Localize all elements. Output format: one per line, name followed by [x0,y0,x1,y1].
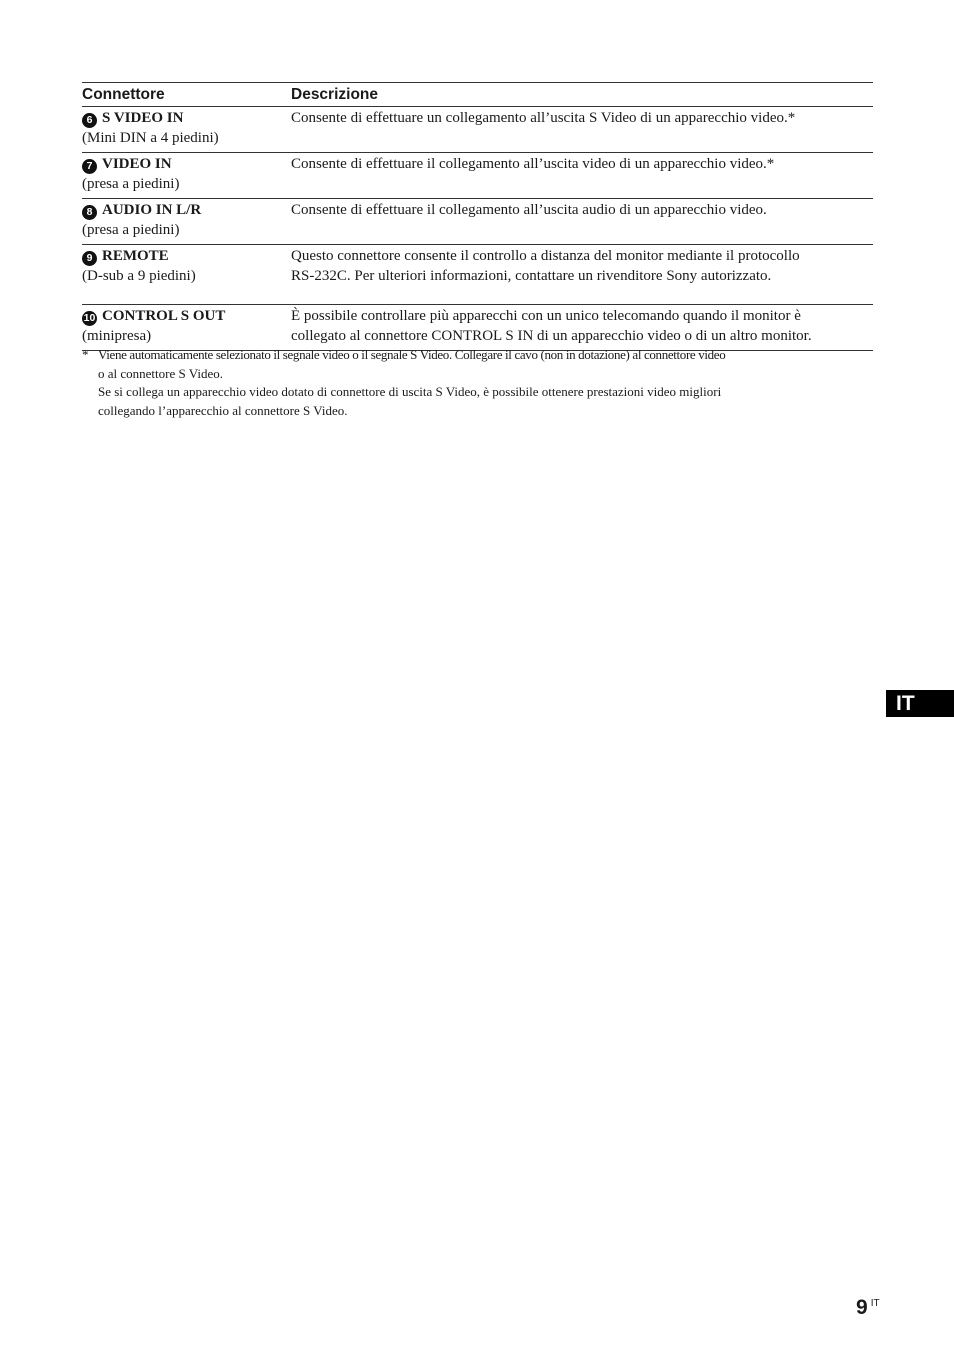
connector-type: (presa a piedini) [82,222,180,238]
connector-type: (minipresa) [82,328,152,344]
connector-type: (D-sub a 9 piedini) [82,268,196,284]
connector-description-line: RS-232C. Per ulteriori informazioni, contattare un rivenditore Sony autorizzato. [291,268,772,284]
number-badge: 8 [82,205,97,220]
footnote-line: collegando l’apparecchio al connettore S Video. [98,402,348,418]
number-badge: 7 [82,159,97,174]
connector-name: S VIDEO IN [102,110,184,126]
connector-description-line: Questo connettore consente il controllo a distanza del monitor mediante il protocollo [291,248,800,264]
connector-type: (presa a piedini) [82,176,180,192]
footnote [82,346,877,420]
footnote-line: Se si collega un apparecchio video dotato di connettore di uscita S Video, è possibile ottenere prestazioni video migliori [98,384,722,399]
connector-name: REMOTE [102,248,169,264]
footnote-mark: * [82,347,89,362]
page-number-value: 9 [856,1296,868,1319]
header-description: Descrizione [291,85,379,103]
connector-description: Consente di effettuare il collegamento all’uscita video di un apparecchio video.* [291,156,775,172]
table-row [82,245,873,305]
connector-type: (Mini DIN a 4 piedini) [82,130,219,146]
number-badge: 6 [82,113,97,128]
header-connector: Connettore [82,85,165,103]
footnote-line: Viene automaticamente selezionato il segnale video o il segnale S Video. Collegare il cavo (non in dotazione) al connettore video [98,347,726,362]
connector-description-line: collegato al connettore CONTROL S IN di un apparecchio video o di un altro monitor. [291,328,812,344]
number-badge: 9 [82,251,97,266]
language-tab: IT [886,690,954,717]
page-number-suffix: IT [870,1298,880,1309]
table-header-row [82,83,873,107]
table-row [82,107,873,153]
number-badge: 10 [83,312,96,324]
table-row [82,153,873,199]
connector-description-line: È possibile controllare più apparecchi con un unico telecomando quando il monitor è [291,308,801,324]
connector-description: Consente di effettuare un collegamento all’uscita S Video di un apparecchio video.* [291,110,796,126]
connector-table [82,82,873,351]
connector-name: VIDEO IN [102,156,172,172]
page-number [856,1296,880,1320]
footnote-line: o al connettore S Video. [98,365,223,381]
connector-description: Consente di effettuare il collegamento all’uscita audio di un apparecchio video. [291,202,767,218]
connector-name: AUDIO IN L/R [102,202,202,218]
connector-name: CONTROL S OUT [102,308,226,324]
table-row [82,305,873,351]
table-row [82,199,873,245]
